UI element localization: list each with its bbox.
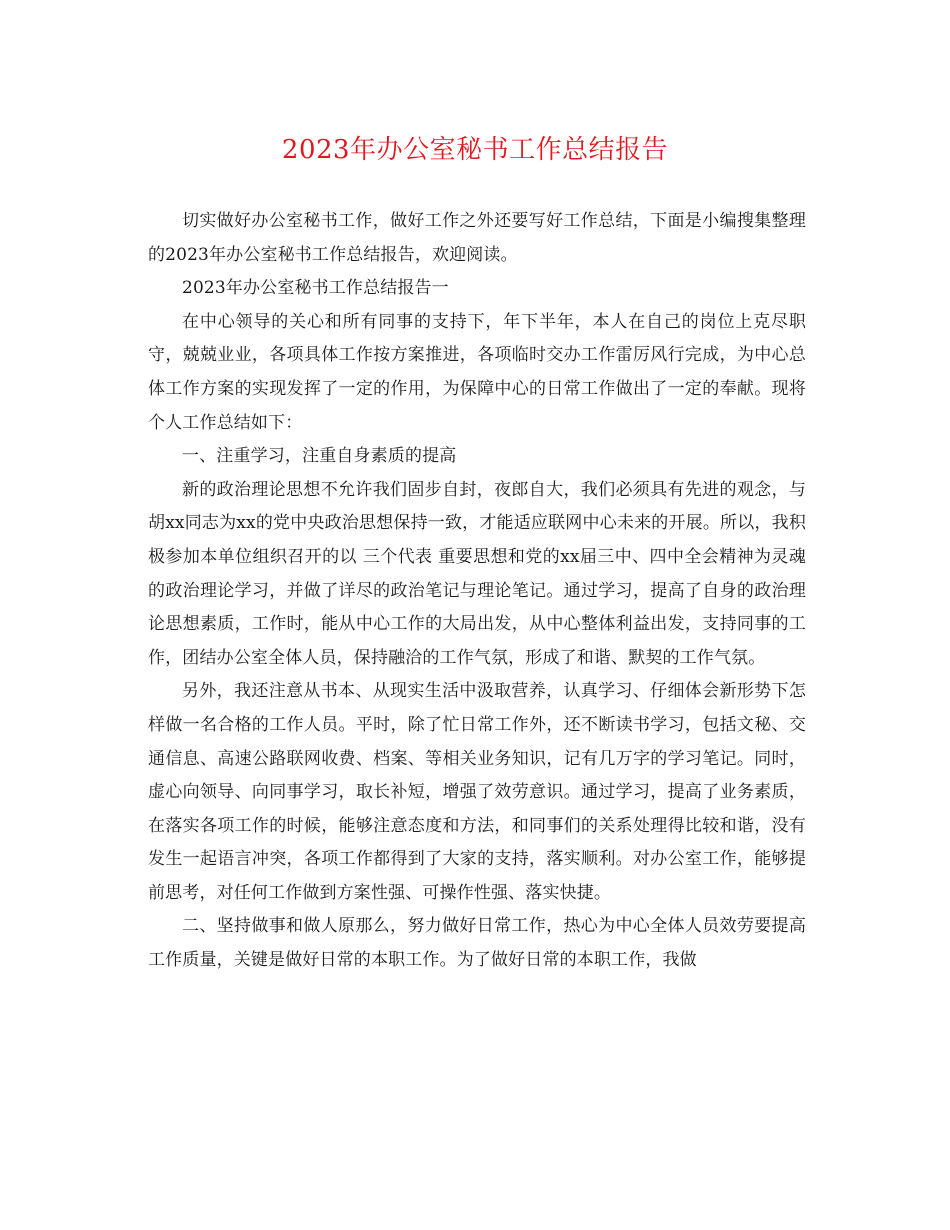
intro-paragraph: 切实做好办公室秘书工作，做好工作之外还要写好工作总结，下面是小编搜集整理的2023年办公室秘书工作总结报告，欢迎阅读。 — [148, 211, 806, 265]
report-subtitle: 2023年办公室秘书工作总结报告一 — [182, 278, 449, 299]
body-paragraph: 另外，我还注意从书本、从现实生活中汲取营养，认真学习、仔细体会新形势下怎样做一名合格的工作人员。平时，除了忙日常工作外，还不断读书学习，包括文秘、交通信息、高速公路联网收费、档案、等相关业务知识，记有几万字的学习笔记。同时，虚心向领导、向同事学习，取长补短，增强了效劳意识。通过学习，提高了业务素质，在落实各项工作的时候，能够注意态度和方法，和同事们的关系处理得比较和谐，没有发生一起语言冲突，各项工作都得到了大家的支持，落实顺利。对办公室工作，能够提前思考，对任何工作做到方案性强、可操作性强、落实快捷。 — [148, 681, 806, 903]
section-heading-1: 一、注重学习，注重自身素质的提高 — [182, 446, 457, 467]
section-heading-2: 二、坚持做事和做人原那么，努力做好日常工作，热心为中心全体人员效劳要提高工作质量，关键是做好日常的本职工作。为了做好日常的本职工作，我做 — [148, 916, 806, 971]
body-paragraph: 在中心领导的关心和所有同事的支持下，年下半年，本人在自己的岗位上克尽职守，兢兢业业，各项具体工作按方案推进，各项临时交办工作雷厉风行完成，为中心总体工作方案的实现发挥了一定的作用，为保障中心的日常工作做出了一定的奉献。现将个人工作总结如下： — [148, 311, 806, 433]
document-title: 2023年办公室秘书工作总结报告 — [281, 135, 669, 165]
document-body — [148, 205, 806, 978]
body-paragraph: 新的政治理论思想不允许我们固步自封，夜郎自大，我们必须具有先进的观念，与胡xx同志为xx的党中央政治思想保持一致，才能适应联网中心未来的开展。所以，我积极参加本单位组织召开的以 三个代表 重要思想和党的xx届三中、四中全会精神为灵魂的政治理论学习，并做了详尽的政治笔记与理论笔记。通过学习，提高了自身的政治理论思想素质，工作时，能从中心工作的大局出发，从中心整体利益出发，支持同事的工作，团结办公室全体人员，保持融洽的工作气氛，形成了和谐、默契的工作气氛。 — [148, 479, 806, 668]
